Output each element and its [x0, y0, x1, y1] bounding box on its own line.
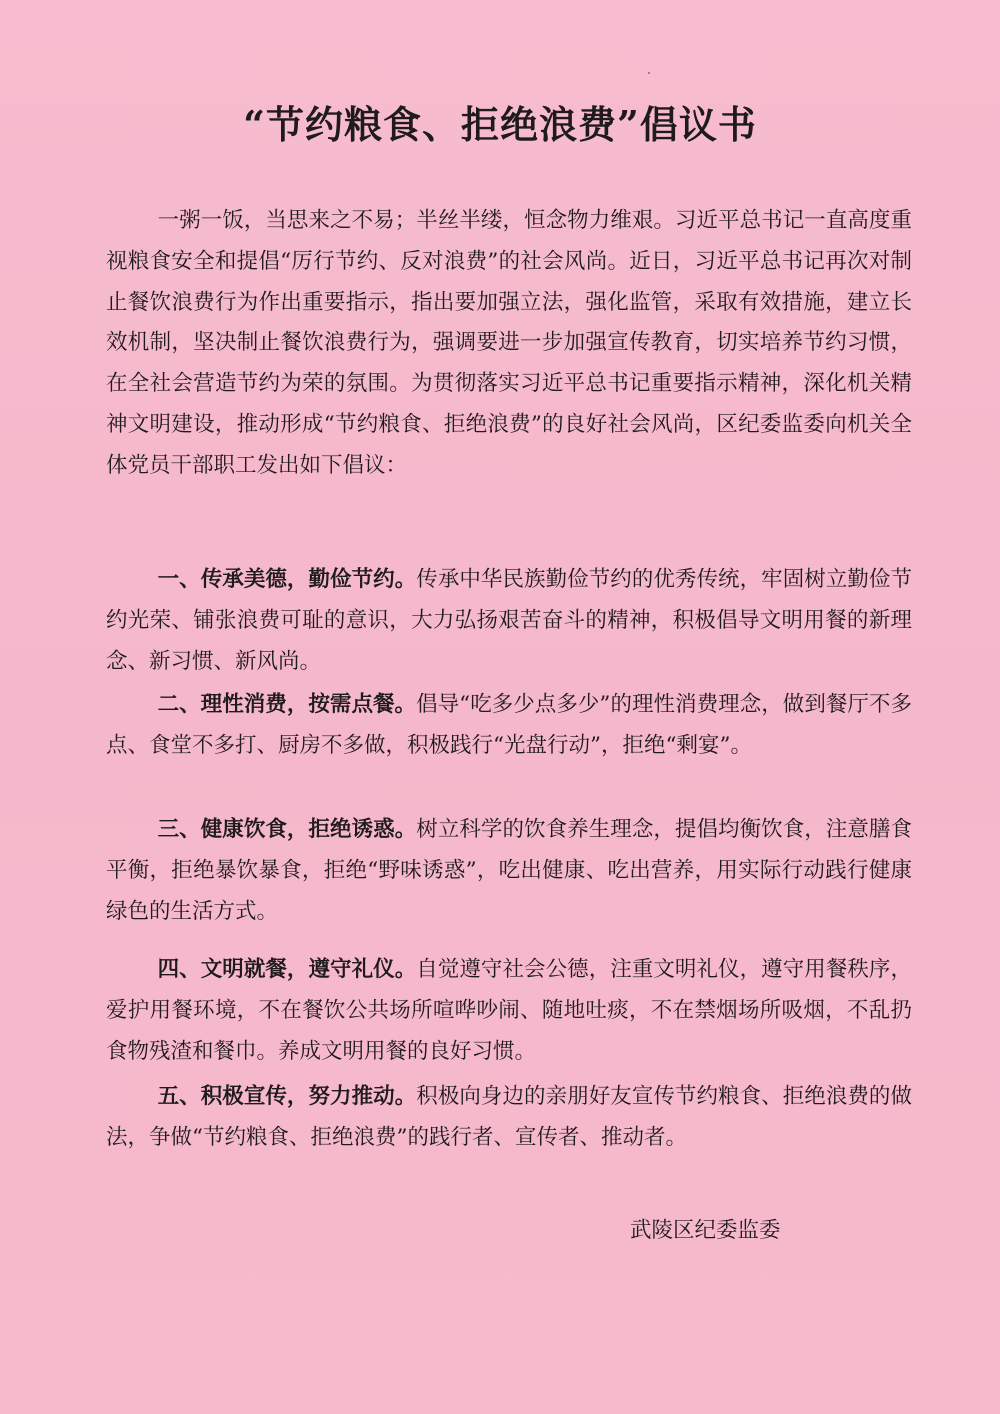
intro-paragraph — [106, 201, 912, 487]
proposal-heading: 一、传承美德，勤俭节约。 — [157, 567, 417, 592]
proposal-heading: 三、健康饮食，拒绝诱惑。 — [157, 817, 417, 842]
intro-text: 一粥一饭，当思来之不易；半丝半缕，恒念物力维艰。习近平总书记一直高度重视粮食安全和提倡“厉行节约、反对浪费”的社会风尚。近日，习近平总书记再次对制止餐饮浪费行为作出重要指示，指出要加强立法，强化监管，采取有效措施，建立长效机制，坚决制止餐饮浪费行为，强调要进一步加强宣传教育，切实培养节约习惯，在全社会营造节约为荣的氛围。为贯彻落实习近平总书记重要指示精神，深化机关精神文明建设，推动形成“节约粮食、拒绝浪费”的良好社会风尚，区纪委监委向机关全体党员干部职工发出如下倡议： — [106, 208, 912, 478]
proposal-body: 倡导“吃多少点多少”的理性消费理念，做到餐厅不多点、食堂不多打、厨房不多做，积极践行“光盘行动”，拒绝“剩宴”。 — [106, 692, 912, 758]
scan-speck — [648, 72, 650, 74]
proposal-heading: 二、理性消费，按需点餐。 — [157, 692, 417, 717]
proposal-item-5 — [106, 1077, 912, 1159]
proposal-item-1 — [106, 560, 912, 682]
proposal-item-2 — [106, 685, 912, 767]
proposal-heading: 四、文明就餐，遵守礼仪。 — [157, 957, 417, 982]
proposal-body: 自觉遵守社会公德，注重文明礼仪，遵守用餐秩序，爱护用餐环境，不在餐饮公共场所喧哗吵闹、随地吐痰，不在禁烟场所吸烟，不乱扔食物残渣和餐巾。养成文明用餐的良好习惯。 — [106, 957, 912, 1064]
signature: 武陵区纪委监委 — [630, 1218, 781, 1243]
proposal-body: 传承中华民族勤俭节约的优秀传统，牢固树立勤俭节约光荣、铺张浪费可耻的意识，大力弘扬艰苦奋斗的精神，积极倡导文明用餐的新理念、新习惯、新风尚。 — [106, 567, 912, 674]
proposal-body: 树立科学的饮食养生理念，提倡均衡饮食，注意膳食平衡，拒绝暴饮暴食，拒绝“野味诱惑”，吃出健康、吃出营养，用实际行动践行健康绿色的生活方式。 — [106, 817, 912, 924]
proposal-item-3 — [106, 810, 912, 932]
proposal-heading: 五、积极宣传，努力推动。 — [157, 1084, 417, 1109]
proposal-item-4 — [106, 950, 912, 1072]
proposal-body: 积极向身边的亲朋好友宣传节约粮食、拒绝浪费的做法，争做“节约粮食、拒绝浪费”的践行者、宣传者、推动者。 — [106, 1084, 912, 1150]
document-title: “节约粮食、拒绝浪费”倡议书 — [243, 102, 757, 147]
